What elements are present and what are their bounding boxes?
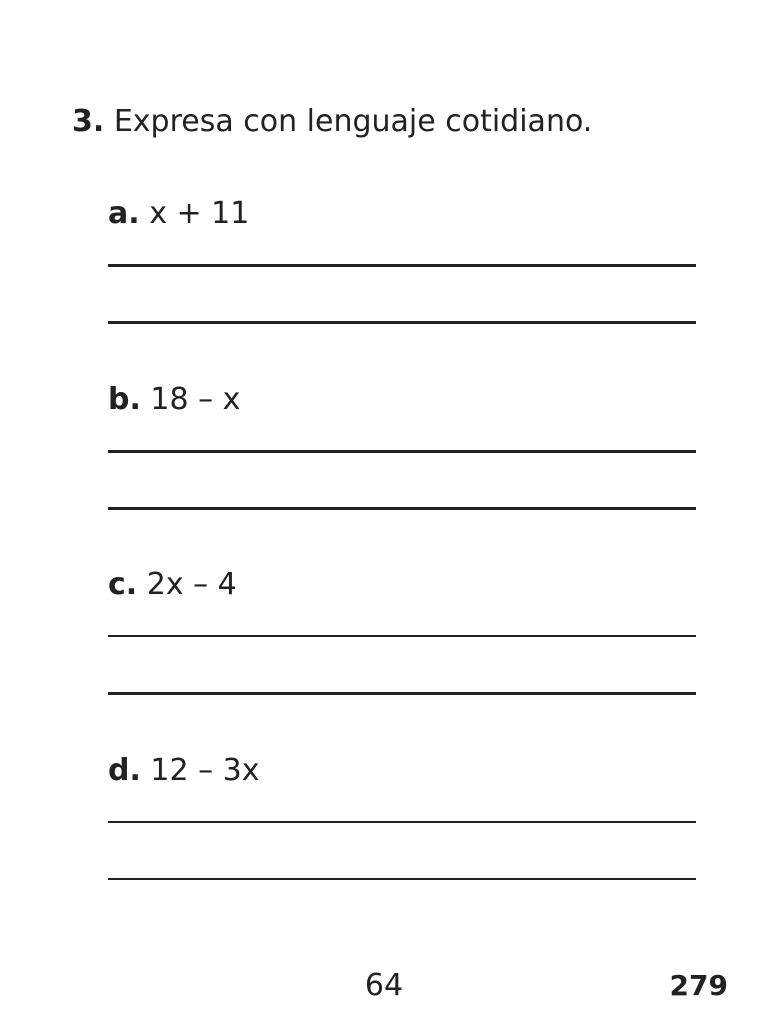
item-expression: 12 – 3x: [150, 753, 260, 788]
answer-line[interactable]: [108, 507, 696, 510]
question-heading: [72, 100, 592, 144]
item-letter: d.: [108, 753, 141, 788]
item-a: [108, 194, 696, 234]
item-c: [108, 565, 696, 605]
item-d: [108, 751, 696, 791]
item-expression: x + 11: [149, 196, 250, 231]
item-b: [108, 380, 696, 420]
book-page-number: 279: [669, 969, 728, 1002]
answer-line[interactable]: [108, 450, 696, 453]
item-letter: c.: [108, 567, 138, 602]
question-text: Expresa con lenguaje cotidiano.: [113, 104, 593, 139]
answer-line[interactable]: [108, 692, 696, 695]
question-number: 3.: [72, 104, 105, 139]
item-c-label: [108, 565, 696, 605]
answer-line[interactable]: [108, 635, 696, 637]
answer-line[interactable]: [108, 264, 696, 267]
page-number: 64: [364, 968, 404, 1003]
item-d-label: [108, 751, 696, 791]
item-a-label: [108, 194, 696, 234]
answer-line[interactable]: [108, 821, 696, 823]
item-letter: b.: [108, 382, 141, 417]
item-letter: a.: [108, 196, 140, 231]
item-b-label: [108, 380, 696, 420]
answer-line[interactable]: [108, 878, 696, 880]
item-expression: 2x – 4: [146, 567, 237, 602]
answer-line[interactable]: [108, 321, 696, 324]
item-expression: 18 – x: [150, 382, 241, 417]
